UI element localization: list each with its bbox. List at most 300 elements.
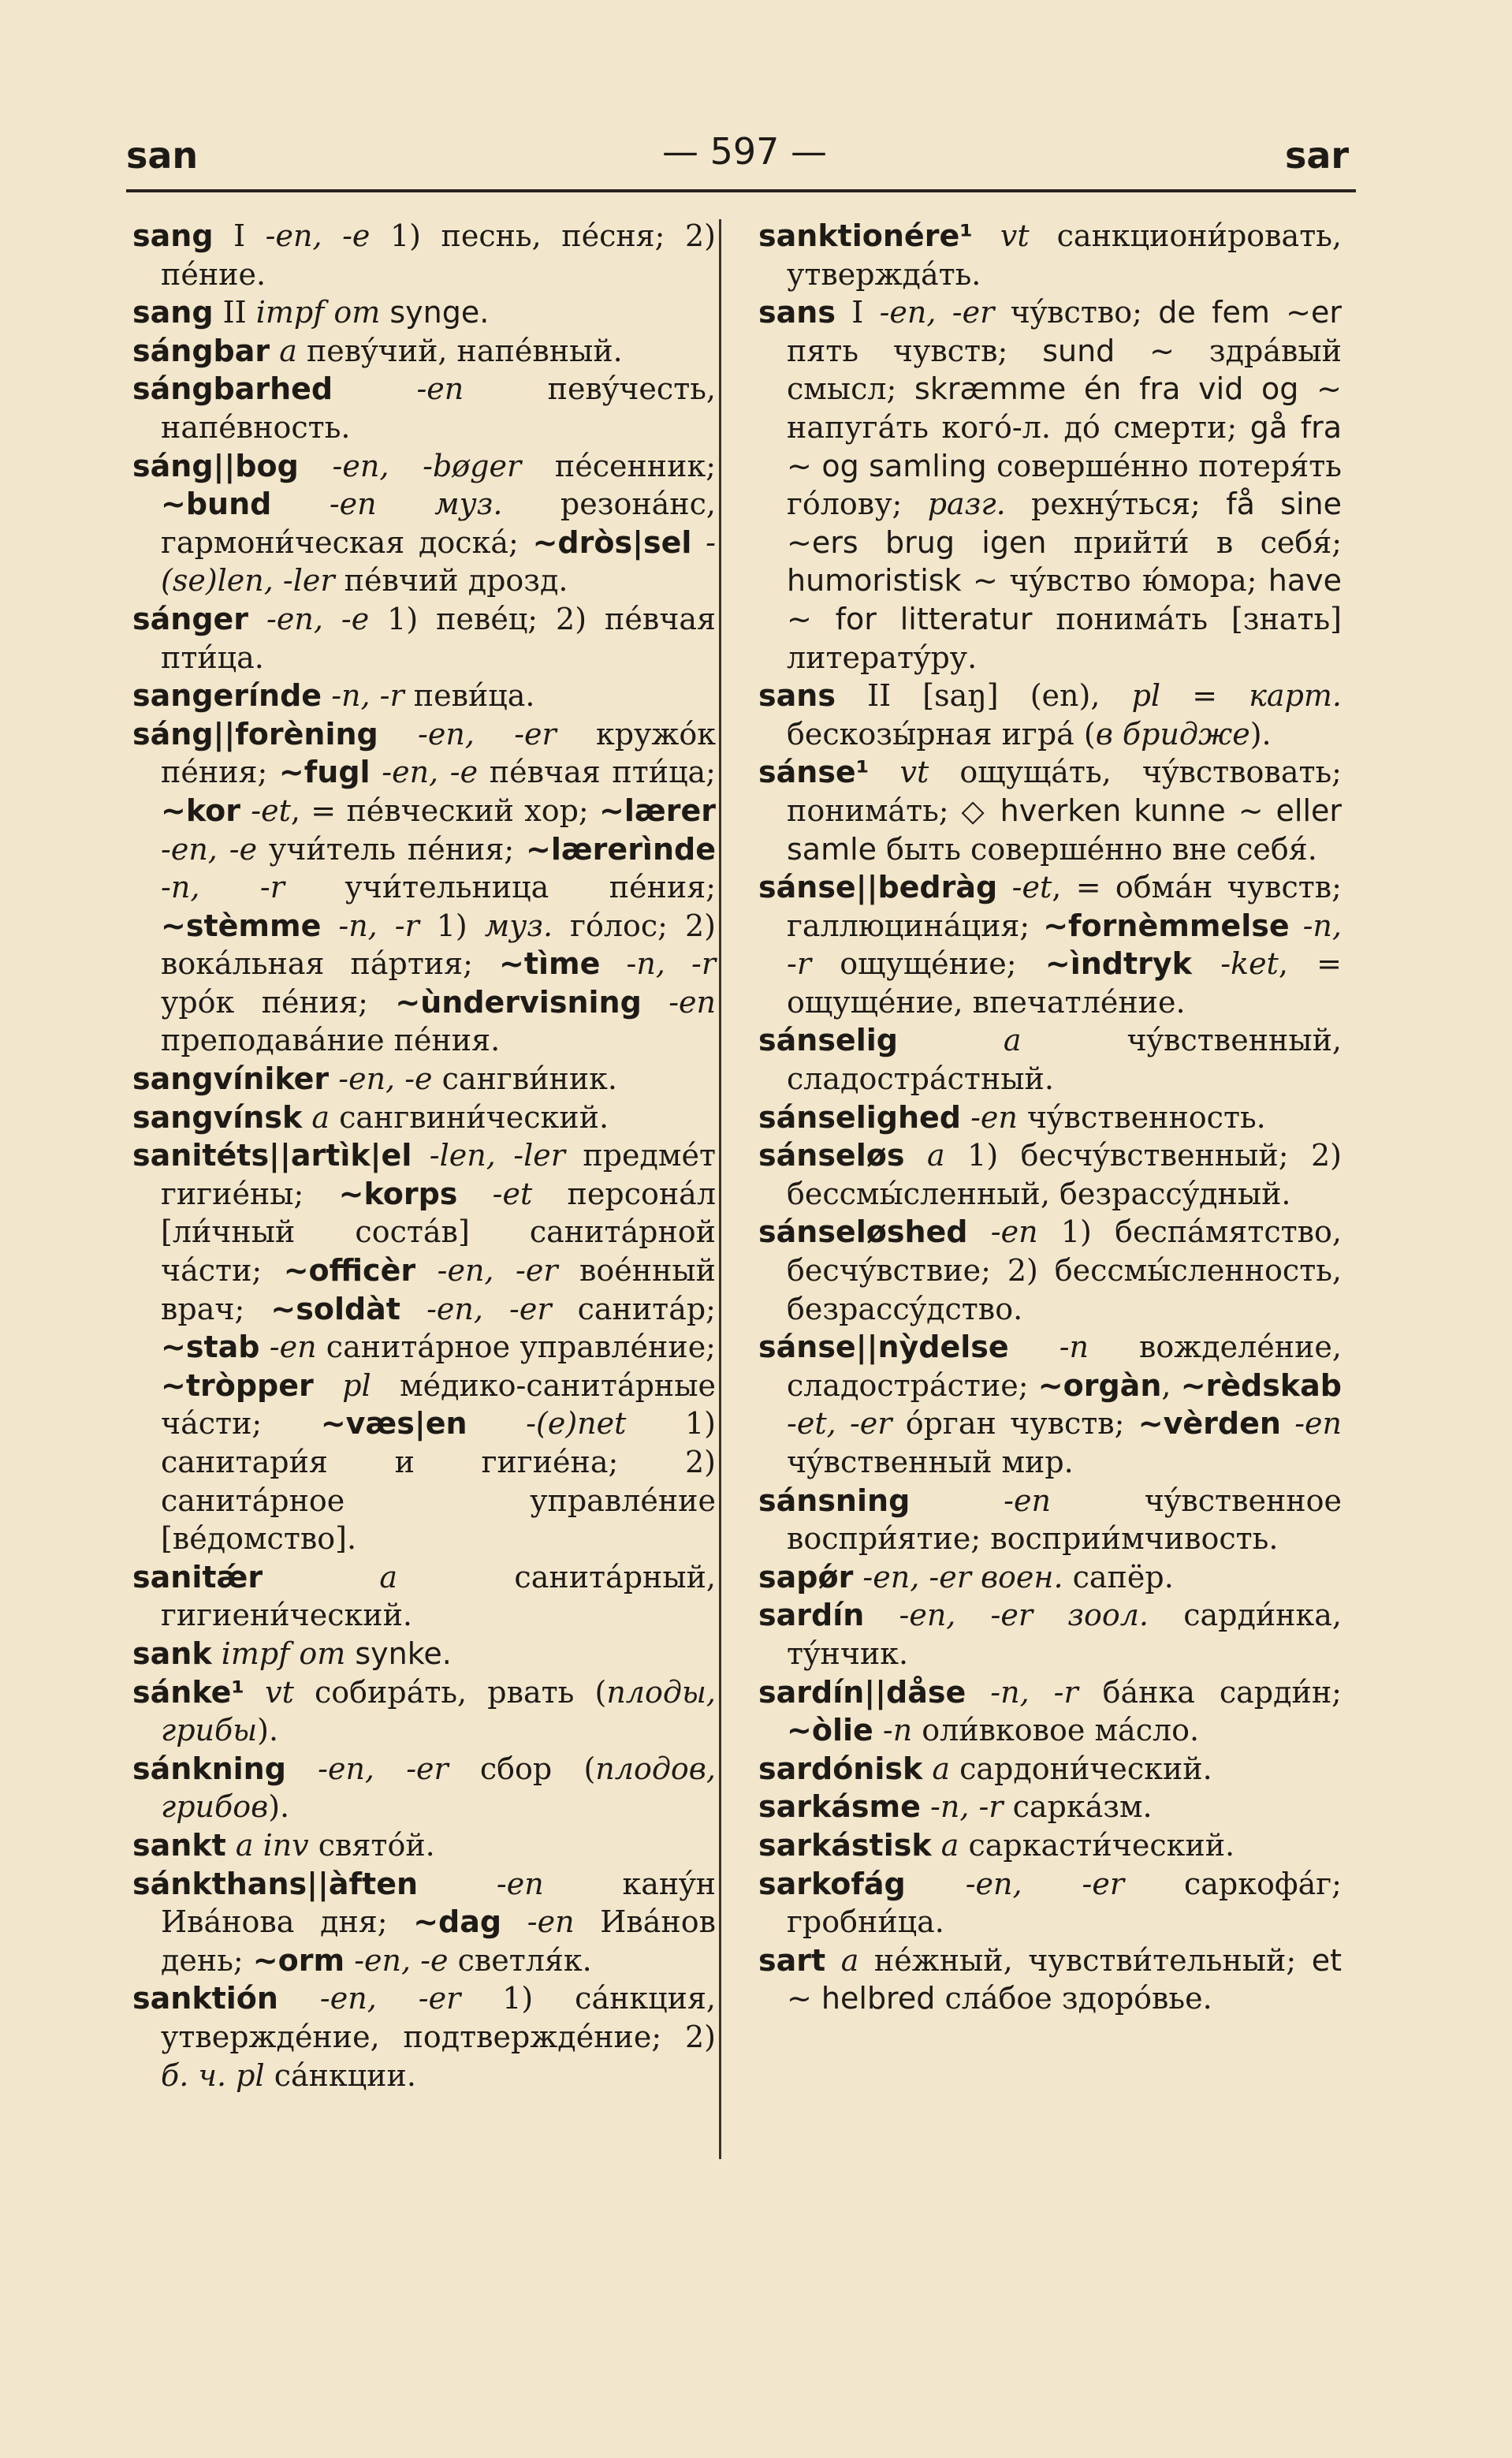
grammar-label: -ket: [1220, 946, 1279, 982]
dictionary-entry: [758, 293, 1342, 677]
example-phrase: have ~ for litteratur: [787, 563, 1342, 636]
translation-text: воéнный врач;: [161, 1253, 716, 1326]
headword: sánse||nỳdelse: [758, 1330, 1009, 1365]
dictionary-entry: [132, 1635, 716, 1673]
headword: sáng||forèning: [132, 716, 378, 752]
translation-text: певýчий, напéвный.: [296, 333, 623, 368]
headword: sapǿr: [758, 1559, 854, 1595]
headword: sanktionére¹: [758, 218, 973, 253]
translation-text: [932, 1828, 941, 1863]
headword: sans: [758, 678, 836, 714]
translation-text: I: [213, 218, 266, 253]
translation-text: [271, 487, 329, 521]
grammar-label: -en, -er: [319, 1981, 461, 2016]
dictionary-entry: [132, 1826, 716, 1865]
translation-text: [961, 1100, 970, 1135]
example-phrase: gå fra ~ og samling: [787, 409, 1342, 483]
example-phrase: sund ~: [1042, 333, 1175, 368]
translation-text: [322, 678, 331, 713]
translation-text: учи́тельница пéния;: [284, 870, 716, 905]
translation-text: чýвственность.: [1017, 1099, 1266, 1135]
translation-text: [967, 1214, 990, 1249]
translation-text: сарди́нка, тýнчик.: [787, 1598, 1342, 1671]
grammar-label: -en, -er воен.: [862, 1559, 1063, 1595]
translation-text: Ивáнов день;: [161, 1904, 716, 1978]
grammar-label: -en, -e: [266, 601, 370, 636]
headword: sánger: [132, 601, 249, 636]
grammar-label: vt: [1000, 218, 1030, 253]
translation-text: [910, 1483, 1004, 1518]
translation-text: [921, 1789, 930, 1824]
grammar-label: -et: [251, 793, 291, 828]
grammar-label: в бридже: [1095, 716, 1250, 752]
translation-text: санкциони́ровать, утверждáть.: [787, 218, 1342, 292]
translation-text: кружóк пéния;: [161, 716, 716, 790]
translation-text: ощущáть, чýвствовать; понимáть; ◇: [787, 755, 1342, 828]
dictionary-entry: [758, 217, 1342, 293]
translation-text: [973, 218, 1000, 253]
headword: sánseløs: [758, 1138, 905, 1173]
dictionary-entry: [758, 1673, 1342, 1750]
grammar-label: -en: [496, 1866, 544, 1901]
grammar-label: -en: [1004, 1483, 1051, 1518]
dictionary-entry: [758, 1021, 1342, 1098]
headword: sang: [132, 295, 214, 330]
grammar-label: a: [840, 1942, 859, 1978]
translation-text: канýн Ивáнова дня;: [161, 1866, 716, 1940]
translation-text: нéжный, чувстви́тельный;: [858, 1942, 1312, 1978]
translation-text: [457, 1177, 492, 1211]
translation-text: саркáзм.: [1003, 1789, 1153, 1825]
translation-text: [248, 602, 266, 636]
translation-text: здрáвый смысл;: [787, 333, 1342, 407]
headword: sardónisk: [758, 1751, 923, 1786]
dictionary-entry: [758, 1136, 1342, 1213]
translation-text: , = обмáн чувств; галлюцинáция;: [787, 870, 1342, 943]
grammar-label: -n, -r: [331, 678, 404, 714]
translation-text: прийти́ в себя́;: [1046, 524, 1342, 560]
example-phrase: skræmme én fra vid og ~: [914, 371, 1342, 407]
headword: sángbar: [132, 333, 270, 368]
grammar-label: -(e)net: [526, 1406, 627, 1442]
grammar-label: vt: [265, 1674, 294, 1710]
translation-text: óрган чувств;: [892, 1406, 1138, 1442]
translation-text: понимáть [знать] литератýру.: [787, 601, 1343, 675]
translation-text: сапёр.: [1063, 1559, 1174, 1595]
dictionary-entry: [758, 1788, 1342, 1826]
translation-text: урóк пéния;: [161, 984, 396, 1020]
translation-text: сангвини́ческий.: [330, 1099, 609, 1135]
grammar-label: -en: [990, 1214, 1038, 1250]
dictionary-entry: [132, 370, 716, 446]
grammar-label: разг.: [927, 487, 1006, 522]
headword: sangerínde: [132, 678, 322, 714]
page-number: — 597 —: [662, 130, 828, 173]
translation-text: [263, 1560, 379, 1595]
headword: ~tròpper: [161, 1367, 314, 1403]
translation-text: сангви́ник.: [432, 1061, 618, 1097]
example-phrase: synke.: [345, 1636, 452, 1671]
translation-text: [302, 1100, 311, 1135]
grammar-label: a inv: [235, 1827, 309, 1863]
headword: sarkástisk: [758, 1827, 932, 1863]
translation-text: [314, 1368, 342, 1403]
translation-text: 1) песнь, пéсня; 2) пéние.: [161, 218, 717, 292]
headword: sart: [758, 1942, 826, 1978]
translation-text: мéдико-санитáрные чáсти;: [161, 1367, 716, 1442]
translation-text: персонáл [ли́чный состáв] санитáрной чáсти;: [161, 1176, 716, 1289]
headword: sarkásme: [758, 1789, 921, 1825]
translation-text: учи́тель пéния;: [257, 831, 526, 867]
translation-text: [278, 1981, 320, 2016]
dictionary-entry: [132, 1673, 716, 1750]
headword: ~òlie: [787, 1713, 873, 1748]
grammar-label: -n, -r: [161, 870, 285, 905]
translation-text: саркофáг; гробни́ца.: [787, 1866, 1342, 1940]
headword: ~stèmme: [161, 908, 322, 943]
page-header: [0, 0, 1512, 205]
translation-text: ,: [1161, 1367, 1181, 1403]
grammar-label: a: [926, 1138, 945, 1173]
headword: sangvínsk: [132, 1099, 303, 1135]
headword: sans: [758, 295, 836, 330]
translation-text: [1281, 1406, 1294, 1441]
dictionary-entry: [132, 1865, 716, 1980]
translation-text: [1009, 1330, 1060, 1364]
right-column: [758, 217, 1342, 2018]
translation-text: святóй.: [308, 1827, 435, 1863]
translation-text: [869, 755, 899, 789]
example-phrase: hverken kunne ~ eller samle: [787, 793, 1343, 867]
dictionary-entry: [132, 217, 716, 293]
translation-text: гóлос; 2) вокáльная пáртия;: [161, 908, 716, 982]
translation-text: [240, 793, 251, 828]
headword: ~tìme: [499, 946, 601, 982]
headword: sáng||bog: [132, 448, 299, 483]
translation-text: [226, 1828, 236, 1863]
headword: sanitǽr: [132, 1559, 263, 1595]
headword: ~ìndtryk: [1045, 946, 1192, 982]
grammar-label: a: [940, 1827, 959, 1863]
left-column: [132, 217, 716, 2094]
translation-text: 1) беспáмятство, бесчýвствие; 2) бессмы́сленность, безрассýдство.: [787, 1214, 1342, 1326]
translation-text: [299, 449, 333, 483]
grammar-label: a: [279, 333, 297, 368]
translation-text: певи́ца.: [404, 678, 535, 714]
translation-text: ).: [257, 1713, 279, 1748]
dictionary-entry: [132, 600, 716, 677]
headword: ~fornèmmelse: [1043, 908, 1290, 943]
translation-text: [1192, 946, 1220, 981]
grammar-label: -en муз.: [329, 487, 503, 522]
example-phrase: de fem ~er: [1158, 295, 1343, 330]
example-phrase: humoristisk ~: [787, 563, 998, 599]
translation-text: ощущéние;: [811, 946, 1045, 982]
translation-text: санитáр;: [551, 1291, 716, 1326]
grammar-label: -en, -er: [318, 1751, 449, 1786]
headword: ~bund: [161, 487, 272, 522]
column-divider: [719, 219, 721, 2159]
translation-text: чýвство ю́мора;: [997, 563, 1268, 599]
translation-text: [898, 1023, 1004, 1057]
grammar-label: -n, -r: [930, 1789, 1004, 1825]
dictionary-entry: [132, 447, 716, 600]
grammar-label: -en, -e: [265, 218, 371, 253]
dictionary-entry: [132, 1750, 716, 1826]
running-head-left: san: [126, 134, 199, 177]
grammar-label: -en, -er зоол.: [899, 1598, 1149, 1633]
dictionary-entry: [132, 1060, 716, 1098]
headword: sánselig: [758, 1023, 898, 1058]
dictionary-entry: [132, 677, 716, 715]
translation-text: пéвчий дрозд.: [334, 563, 568, 599]
grammar-label: -et: [1011, 870, 1052, 905]
translation-text: напугáть когó-л. дó смерти;: [787, 409, 1250, 445]
grammar-label: a: [932, 1751, 951, 1786]
headword: ~dròs|sel: [532, 524, 692, 560]
translation-text: пéвчая пти́ца;: [478, 755, 716, 790]
grammar-label: плодов, грибов: [161, 1751, 716, 1825]
grammar-label: impf om: [255, 295, 381, 330]
headword: sardín: [758, 1598, 865, 1633]
grammar-label: -en: [1294, 1406, 1342, 1442]
translation-text: [642, 985, 668, 1020]
grammar-label: -en, -bøger: [332, 448, 522, 483]
translation-text: [371, 755, 382, 789]
grammar-label: -n, -r: [338, 908, 419, 943]
headword: sankt: [132, 1827, 226, 1863]
header-rule: [126, 189, 1356, 192]
dictionary-entry: [132, 1558, 716, 1635]
translation-text: [864, 1598, 899, 1632]
grammar-label: -len, -ler: [429, 1138, 565, 1173]
grammar-label: муз.: [484, 908, 553, 943]
translation-text: [853, 1560, 862, 1595]
translation-text: 1) бесчýвственный; 2) бессмы́сленный, безрассýдный.: [787, 1138, 1342, 1211]
dictionary-entry: [132, 1098, 716, 1137]
translation-text: [212, 1636, 222, 1671]
grammar-label: impf om: [221, 1636, 346, 1671]
headword: ~orm: [252, 1942, 345, 1978]
translation-text: слáбое здорóвье.: [935, 1981, 1212, 2016]
grammar-label: -en, -e: [354, 1942, 449, 1978]
headword: ~rèdskab: [1180, 1367, 1342, 1403]
translation-text: санитáрное управлéние;: [316, 1330, 716, 1365]
translation-text: [922, 1751, 932, 1786]
headword: sánkning: [132, 1751, 286, 1786]
headword: ~dag: [413, 1904, 502, 1940]
dictionary-entry: [132, 715, 716, 1060]
translation-text: вожделéние, сладострáстие;: [787, 1330, 1342, 1403]
translation-text: [259, 1330, 269, 1364]
dictionary-entry: [758, 677, 1342, 753]
translation-text: 1) певéц; 2) пéвчая пти́ца.: [161, 601, 716, 675]
translation-text: саркасти́ческий.: [959, 1827, 1235, 1863]
translation-text: ).: [1249, 716, 1272, 752]
translation-text: санитáрный, гигиени́ческий.: [161, 1559, 716, 1633]
grammar-label: -en, -er: [437, 1253, 558, 1289]
translation-text: [691, 525, 706, 560]
grammar-label: -(se)len, -ler: [161, 524, 716, 599]
headword: ~stab: [161, 1330, 260, 1365]
translation-text: сáнкции.: [264, 2057, 416, 2093]
translation-text: пéсенник;: [521, 448, 717, 483]
dictionary-entry: [758, 1098, 1342, 1137]
headword: ~kor: [161, 793, 240, 828]
translation-text: светля́к.: [448, 1942, 592, 1978]
translation-text: резонáнс, гармони́ческая доскá;: [161, 487, 717, 560]
dictionary-entry: [758, 1826, 1342, 1865]
headword: sardín||dåse: [758, 1674, 966, 1710]
translation-text: [418, 1867, 497, 1901]
dictionary-entry: [758, 1750, 1342, 1788]
dictionary-entry: [758, 1941, 1342, 2018]
dictionary-entry: [758, 1596, 1342, 1673]
grammar-label: -et, -er: [787, 1406, 892, 1442]
grammar-label: -et: [492, 1176, 533, 1211]
headword: ~soldàt: [270, 1291, 400, 1326]
translation-text: II: [213, 295, 256, 330]
translation-text: собирáть, рвать (: [293, 1674, 607, 1710]
headword: sánke¹: [132, 1674, 244, 1710]
grammar-label: a: [311, 1099, 330, 1135]
grammar-label: -en: [527, 1904, 575, 1940]
dictionary-entry: [758, 1865, 1342, 1941]
running-head-right: sar: [1285, 134, 1350, 177]
grammar-label: -en, -er: [418, 716, 557, 752]
translation-text: быть совершéнно вне себя́.: [877, 831, 1317, 867]
dictionary-entry: [758, 753, 1342, 868]
translation-text: [997, 870, 1011, 904]
headword: sánkthans||àften: [132, 1866, 419, 1901]
translation-text: оли́вковое мáсло.: [912, 1713, 1200, 1748]
translation-text: преподавáние пéния.: [161, 1023, 501, 1058]
translation-text: [344, 1943, 354, 1978]
grammar-label: -en, -er: [879, 295, 995, 330]
headword: sanktión: [132, 1981, 278, 2016]
translation-text: чýвственный, сладострáстный.: [787, 1023, 1342, 1097]
translation-text: чýвственное воспри́ятие; восприи́мчивость.: [787, 1483, 1342, 1557]
headword: ~fugl: [278, 755, 371, 790]
grammar-label: pl: [342, 1367, 371, 1403]
translation-text: [415, 1253, 438, 1288]
translation-text: [329, 1061, 338, 1096]
translation-text: чýвство;: [994, 295, 1159, 330]
grammar-label: -en, -e: [338, 1061, 433, 1097]
translation-text: [412, 1138, 429, 1173]
translation-text: бескозы́рная игрá (: [787, 716, 1096, 752]
grammar-label: -en: [668, 984, 716, 1020]
headword: ~ùndervisning: [395, 984, 642, 1020]
dictionary-entry: [132, 332, 716, 371]
translation-text: [286, 1751, 318, 1786]
grammar-label: -en, -er: [426, 1291, 552, 1326]
translation-text: [270, 334, 279, 368]
translation-text: [244, 1675, 265, 1710]
translation-text: [400, 1292, 426, 1326]
dictionary-entry: [758, 1482, 1342, 1558]
grammar-label: -n, -r: [990, 1674, 1078, 1710]
headword: ~lærerìnde: [526, 831, 716, 867]
dictionary-entry: [132, 1979, 716, 2094]
headword: sánse¹: [758, 755, 870, 790]
dictionary-entry: [132, 1136, 716, 1558]
dictionary-entry: [758, 868, 1342, 1021]
headword: sangvíniker: [132, 1061, 330, 1097]
headword: ~officèr: [283, 1253, 416, 1289]
translation-text: 1): [419, 908, 485, 943]
translation-text: бáнка сарди́н;: [1078, 1674, 1342, 1710]
grammar-label: б. ч. pl: [161, 2057, 265, 2093]
headword: sánseløshed: [758, 1214, 968, 1250]
dictionary-entry: [132, 293, 716, 332]
translation-text: пять чувств;: [787, 333, 1043, 368]
translation-text: [321, 908, 338, 943]
dictionary-entry: [758, 1328, 1342, 1481]
grammar-label: -n: [1059, 1330, 1089, 1365]
translation-text: , = ощущéние, впечатлéние.: [787, 946, 1343, 1020]
translation-text: 1) санитари́я и гигиéна; 2) санитáрное управлéние [вéдомство].: [161, 1406, 716, 1557]
translation-text: [906, 1867, 966, 1901]
grammar-label: a: [1003, 1023, 1022, 1058]
grammar-label: -en, -er: [965, 1866, 1125, 1901]
translation-text: ).: [268, 1789, 290, 1825]
translation-text: 1) сáнкция, утверждéние, подтверждéние; 2): [161, 1981, 716, 2054]
translation-text: чýвственный мир.: [787, 1445, 1074, 1479]
translation-text: [378, 717, 418, 752]
translation-text: сбор (: [448, 1751, 596, 1786]
headword: sank: [132, 1636, 212, 1671]
dictionary-entry: [758, 1558, 1342, 1597]
headword: ~lærer: [599, 793, 716, 828]
translation-text: певýчесть, напéвность.: [161, 371, 716, 445]
example-phrase: få sine ~ers brug igen: [787, 487, 1343, 560]
translation-text: , = пéвческий хор;: [290, 793, 600, 828]
grammar-label: a: [379, 1559, 398, 1595]
translation-text: совершéнно потеря́ть гóлову;: [787, 448, 1342, 522]
headword: sarkofág: [758, 1866, 906, 1901]
example-phrase: et ~ helbred: [787, 1942, 1342, 2016]
translation-text: [873, 1713, 883, 1747]
grammar-label: -en, -e: [382, 755, 479, 790]
translation-text: [501, 1904, 527, 1939]
grammar-label: -en, -e: [161, 831, 258, 867]
example-phrase: synge.: [380, 295, 490, 330]
translation-text: [966, 1675, 990, 1710]
headword: sang: [132, 218, 214, 253]
grammar-label: -en: [416, 371, 464, 407]
grammar-label: -n, -r: [787, 908, 1342, 982]
grammar-label: -n, -r: [626, 946, 716, 982]
translation-text: [467, 1406, 527, 1441]
translation-text: предмéт гигиéны;: [161, 1138, 716, 1211]
translation-text: рехнýться;: [1005, 487, 1227, 522]
headword: ~korps: [338, 1176, 458, 1211]
translation-text: II [saŋ] (en),: [835, 678, 1132, 714]
headword: sánsning: [758, 1483, 911, 1518]
translation-text: [904, 1138, 927, 1173]
headword: sángbarhed: [132, 371, 333, 407]
translation-text: [333, 371, 416, 406]
translation-text: [1290, 908, 1303, 943]
grammar-label: -en: [269, 1330, 317, 1365]
headword: ~orgàn: [1037, 1367, 1162, 1403]
grammar-label: pl = карт.: [1131, 678, 1343, 714]
grammar-label: -en: [970, 1099, 1018, 1135]
translation-text: I: [835, 295, 880, 330]
grammar-label: vt: [899, 755, 929, 790]
headword: sánse||bedràg: [758, 870, 998, 905]
